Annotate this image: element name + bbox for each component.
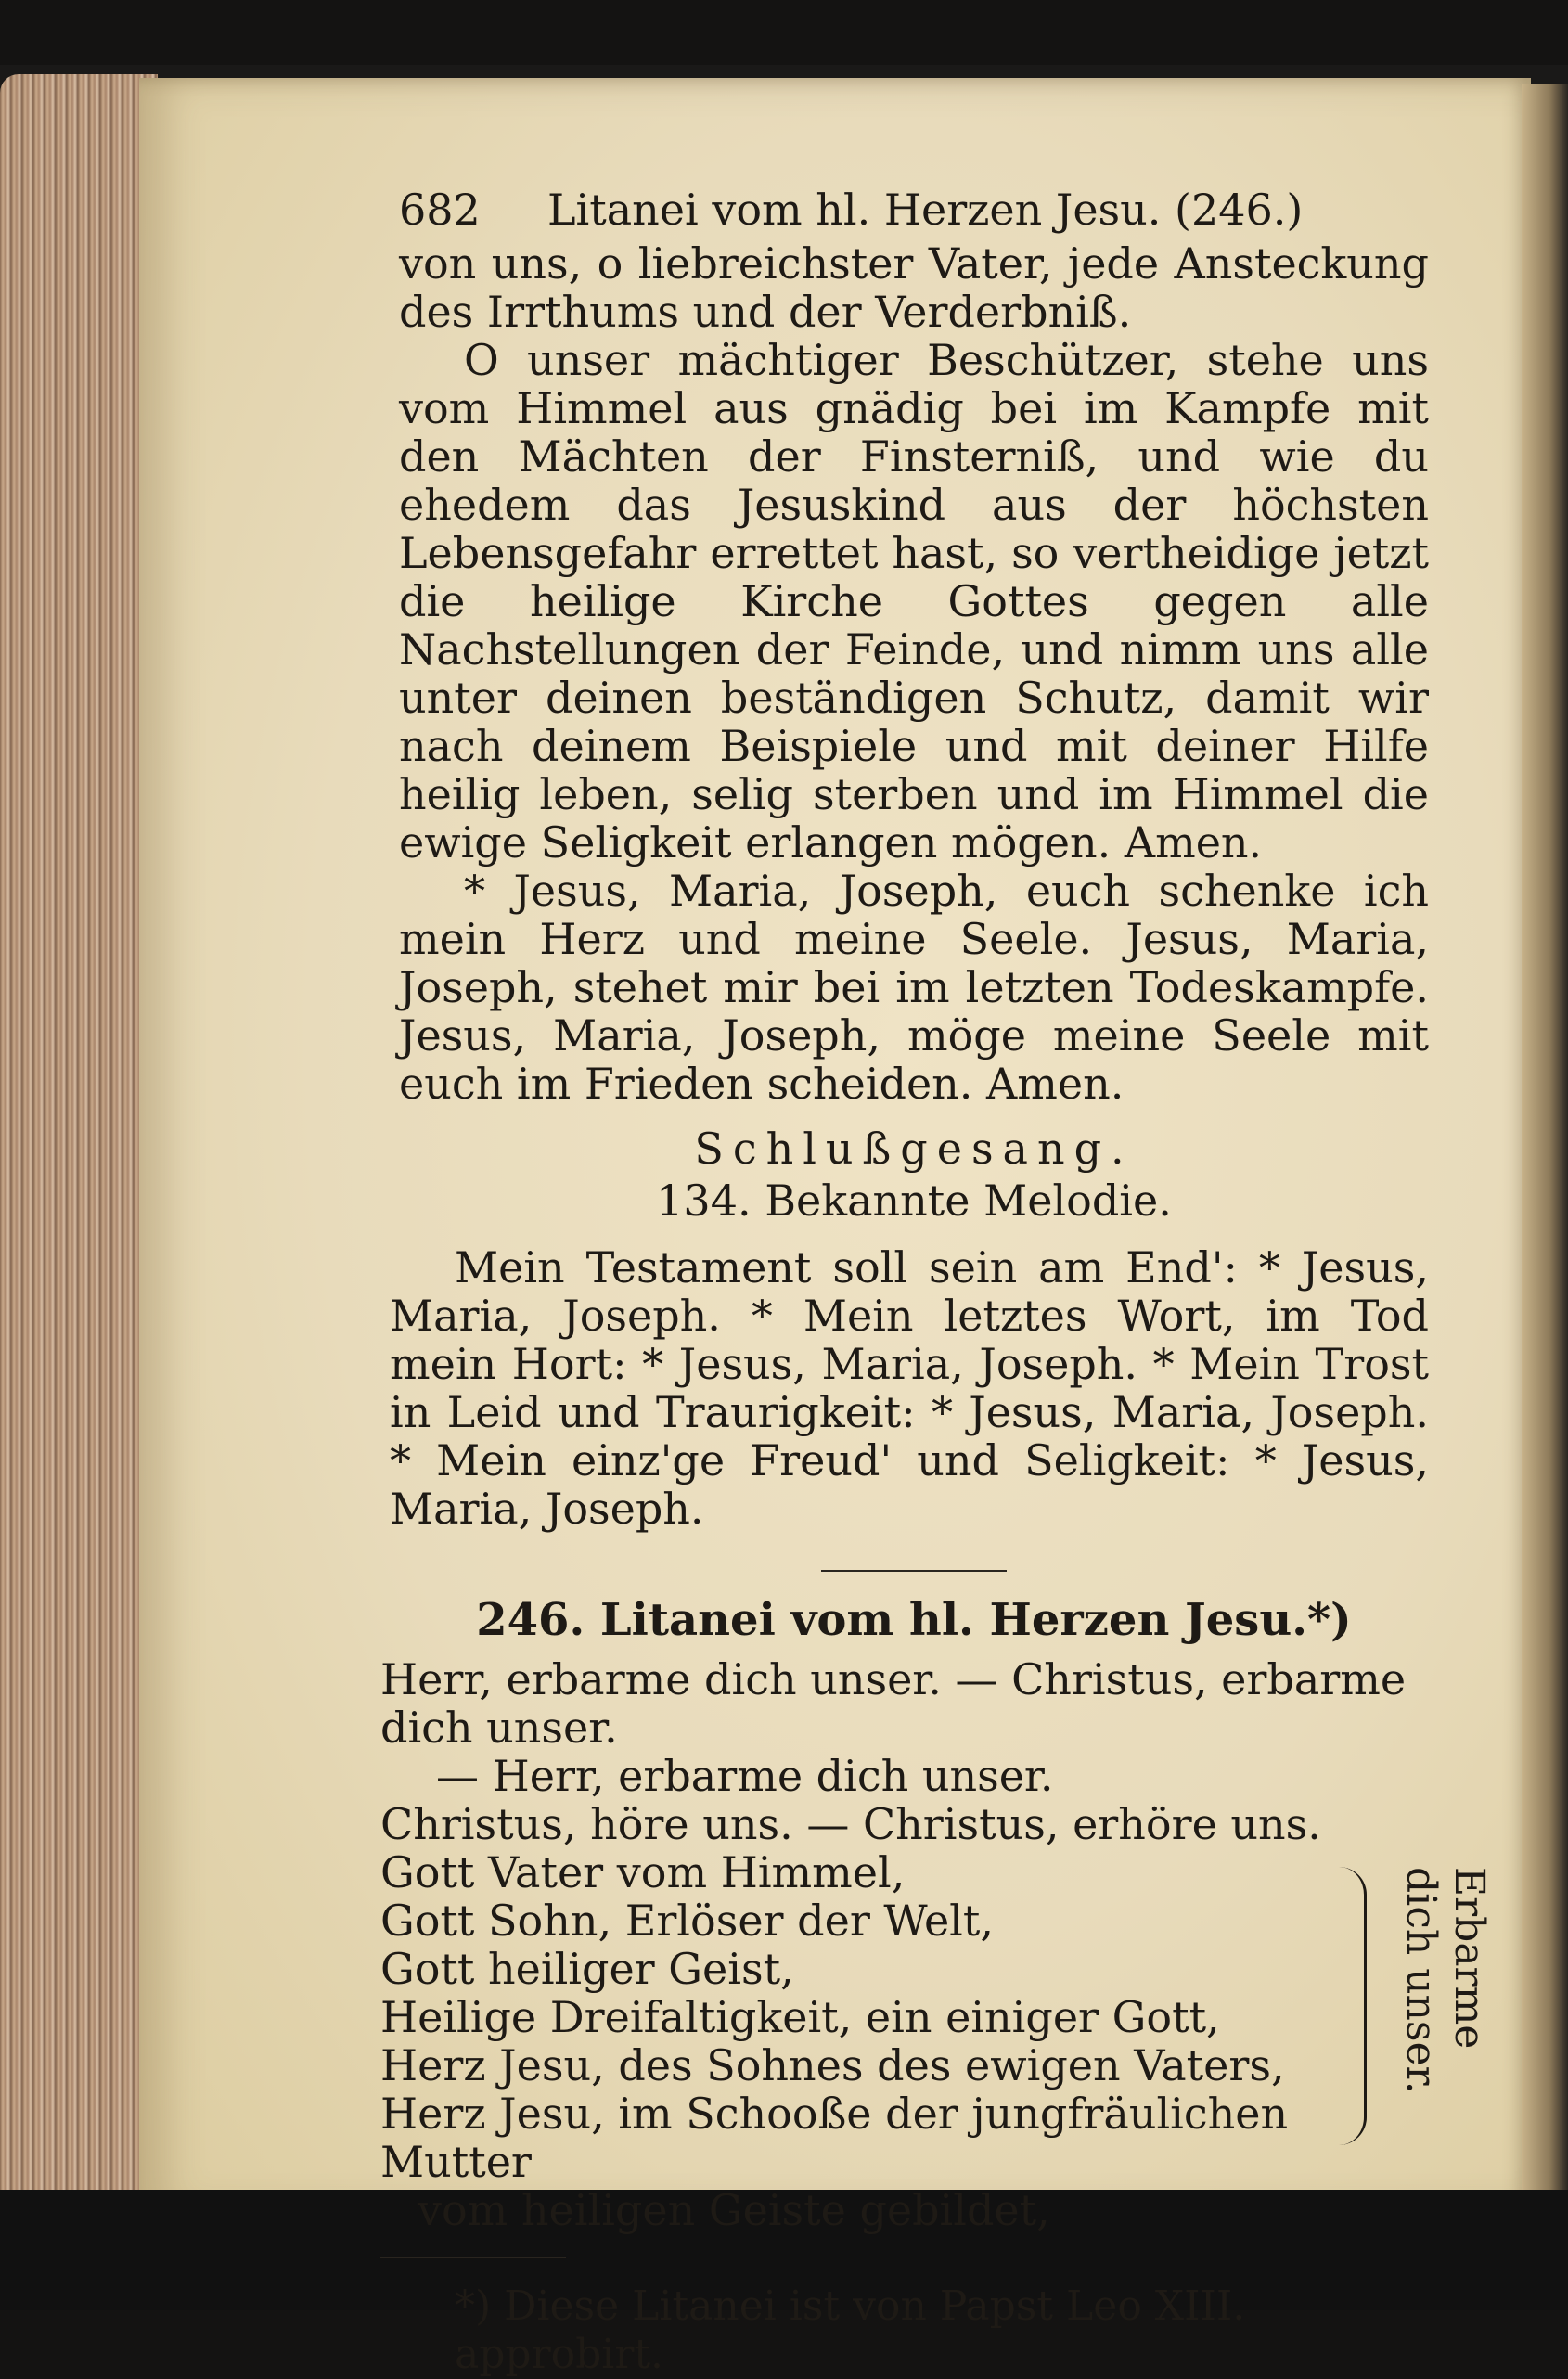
curly-bracket: [1336, 1867, 1367, 2145]
page-number: 682: [399, 185, 481, 235]
litany-title: 246. Litanei vom hl. Herzen Jesu.*): [476, 1594, 1352, 1646]
litany-invocations: [380, 1847, 1493, 2235]
footnote-rule: [380, 2257, 566, 2258]
prayer-paragraph-1: von uns, o liebreichster Vater, jede Ansteckung des Irrthums und der Verderbniß.: [399, 238, 1429, 337]
invocation: Herz Jesu, des Sohnes des ewigen Vaters,: [380, 2040, 1285, 2090]
litany-opening-3: Christus, höre uns. — Christus, erhöre uns.: [380, 1799, 1321, 1849]
invocation: Heilige Dreifaltigkeit, ein einiger Gott,: [380, 1992, 1220, 2042]
invocation: vom heiligen Geiste gebildet,: [418, 2185, 1050, 2235]
invocation: Gott Vater vom Himmel,: [380, 1847, 906, 1897]
prayer-paragraph-2: O unser mächtiger Beschützer, stehe uns vom Himmel aus gnädig bei im Kampfe mit den Mächten der Finsterniß, und wie du ehedem das Jesuskind aus der höchsten Lebensgefahr errettet hast, so vertheidige jetzt die heilige Kirche Gottes gegen alle Nachstellungen der Feinde, und nimm uns alle unter deinen beständigen Schutz, damit wir nach deinem Beispiele und mit deiner Hilfe heilig leben, selig sterben und im Himmel die ewige Seligkeit erlangen mögen. Amen.: [399, 335, 1429, 868]
hymn-text: Mein Testament soll sein am End': * Jesus, Maria, Joseph. * Mein letztes Wort, im Tod mein Hort: * Jesus, Maria, Joseph. * Mein Trost in Leid und Traurigkeit: * Jesus, Maria, Joseph. * Mein einz'ge Freud' und Seligkeit: * Jesus, Maria, Joseph.: [390, 1242, 1429, 1534]
footnote: *) Diese Litanei ist von Papst Leo XIII. approbirt.: [455, 2283, 1246, 2378]
litany-opening-2: — Herr, erbarme dich unser.: [436, 1751, 1054, 1801]
section-divider: [821, 1570, 1007, 1572]
prayer-paragraph-3: * Jesus, Maria, Joseph, euch schenke ich mein Herz und meine Seele. Jesus, Maria, Joseph, stehet mir bei im letzten Todeskampfe. Jesus, Maria, Joseph, möge meine Seele mit euch im Frieden scheiden. Amen.: [399, 866, 1429, 1109]
page-text: [380, 185, 1493, 2379]
hymn-title: 134. Bekannte Melodie.: [656, 1176, 1172, 1226]
invocation: Herz Jesu, im Schooße der jungfräulichen Mutter: [380, 2089, 1289, 2187]
litany-opening-1: Herr, erbarme dich unser. — Christus, erbarme dich unser.: [380, 1654, 1407, 1753]
invocation: Gott heiliger Geist,: [380, 1944, 794, 1994]
running-header: [399, 186, 1429, 234]
running-title: Litanei vom hl. Herzen Jesu. (246.): [547, 185, 1304, 235]
invocation: Gott Sohn, Erlöser der Welt,: [380, 1896, 995, 1946]
page-edges: [0, 74, 158, 2208]
page-gutter: [1522, 84, 1568, 2208]
closing-song-heading: Schlußgesang.: [694, 1124, 1134, 1174]
litany-response: Erbarme dich unser.: [1397, 1867, 1493, 2094]
